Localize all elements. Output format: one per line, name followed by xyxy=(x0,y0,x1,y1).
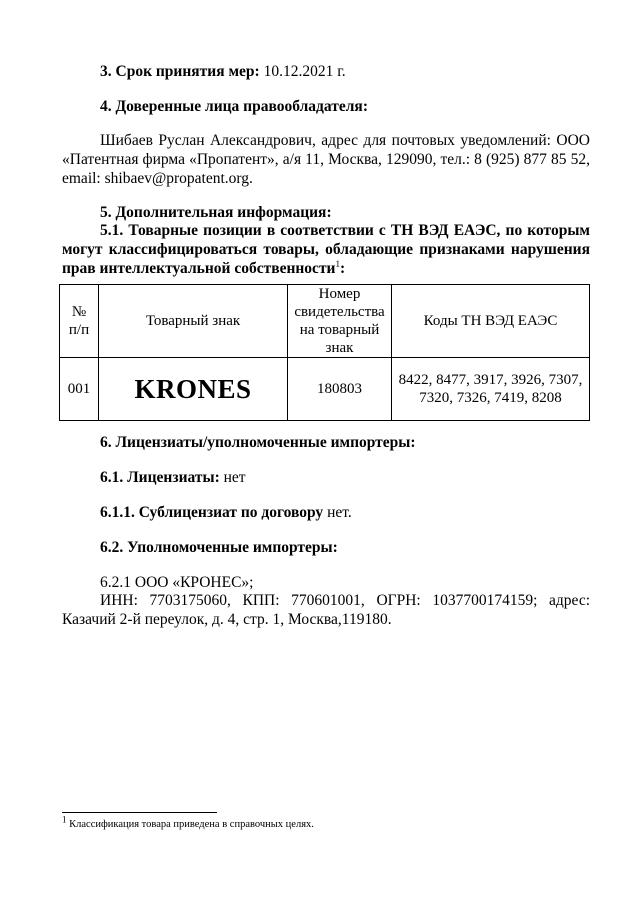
header-num: № п/п xyxy=(60,285,99,358)
section-4-heading-text: 4. Доверенные лица правообладателя: xyxy=(100,98,368,115)
footnote-divider xyxy=(62,812,217,813)
section-5-heading xyxy=(62,203,590,222)
section-4-text: Шибаев Руслан Александрович, адрес для почтовых уведомлений: ООО «Патентная фирма «Пропатент», а/я 11, Москва, 129090, тел.: 8 (925) 877 85 52, email: shibaev@propatent.org. xyxy=(62,132,590,187)
row-brand: KRONES xyxy=(99,358,288,421)
row-codes: 8422, 8477, 3917, 3926, 7307, 7320, 7326, 7419, 8208 xyxy=(392,358,590,421)
header-trademark: Товарный знак xyxy=(99,285,288,358)
trademark-table xyxy=(59,284,590,421)
section-3-label: 3. Срок принятия мер: xyxy=(100,63,260,80)
footnote-text: Классификация товара приведена в справочных целях. xyxy=(66,819,314,830)
section-6-1-label: 6.1. Лицензиаты: xyxy=(100,469,220,486)
section-6-1 xyxy=(62,468,590,487)
footnote xyxy=(62,814,314,831)
section-6-heading xyxy=(62,433,590,452)
section-5-1-colon: : xyxy=(339,260,346,277)
section-6-2-1-line2: ИНН: 7703175060, КПП: 770601001, ОГРН: 1037700174159; адрес: Казачий 2-й переулок, д. 4, стр. 1, Москва,119180. xyxy=(62,592,590,628)
section-5-heading-text: 5. Дополнительная информация: xyxy=(100,204,332,221)
section-6-heading-text: 6. Лицензиаты/уполномоченные импортеры: xyxy=(100,434,416,451)
footnote-number: 1 xyxy=(62,814,67,825)
section-6-1-1-label: 6.1.1. Сублицензиат по договору xyxy=(100,504,324,521)
footnote-ref: 1 xyxy=(335,258,340,269)
table-header-row xyxy=(60,285,590,358)
section-3 xyxy=(62,62,590,81)
header-codes: Коды ТН ВЭД ЕАЭС xyxy=(392,285,590,358)
header-certificate: Номер свидетельства на товарный знак xyxy=(288,285,392,358)
section-6-1-1-value: нет. xyxy=(323,504,352,521)
section-6-2-heading xyxy=(62,538,590,557)
section-3-value: 10.12.2021 г. xyxy=(259,63,346,80)
section-5-1 xyxy=(62,221,590,278)
table-row xyxy=(60,358,590,421)
section-6-2-1-line1: 6.2.1 ООО «КРОНЕС»; xyxy=(100,574,254,591)
section-5-1-text: 5.1. Товарные позиции в соответствии с ТН ВЭД ЕАЭС, по которым могут классифицироваться товары, обладающие признаками нарушения прав интеллектуальной собственности xyxy=(62,222,590,277)
row-num: 001 xyxy=(60,358,99,421)
row-certificate: 180803 xyxy=(288,358,392,421)
section-4-heading xyxy=(62,97,590,116)
section-6-1-value: нет xyxy=(219,469,246,486)
section-6-2-heading-text: 6.2. Уполномоченные импортеры: xyxy=(100,539,338,556)
section-6-1-1 xyxy=(62,503,590,522)
